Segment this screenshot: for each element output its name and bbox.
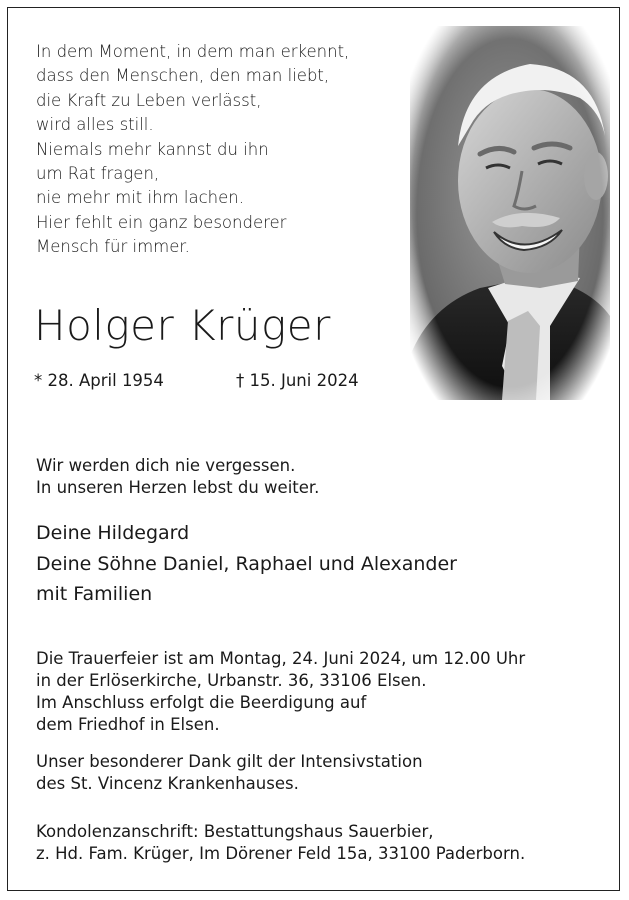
funeral-line: in der Erlöserkirche, Urbanstr. 36, 33106 Elsen. bbox=[36, 671, 427, 690]
poem-line: dass den Menschen, den man liebt, bbox=[36, 66, 330, 86]
poem-line: Hier fehlt ein ganz besonderer bbox=[36, 212, 287, 232]
thanks-line: des St. Vincenz Krankenhauses. bbox=[36, 774, 299, 793]
mourners bbox=[36, 518, 457, 610]
condolence-address bbox=[36, 821, 525, 865]
funeral-info bbox=[36, 648, 525, 736]
birth-date: * 28. April 1954 bbox=[34, 371, 164, 390]
mourner-line: Deine Söhne Daniel, Raphael und Alexander bbox=[36, 552, 457, 575]
portrait-photo bbox=[410, 26, 610, 400]
condolence-line: Kondolenzanschrift: Bestattungshaus Sauerbier, bbox=[36, 822, 434, 841]
mourner-line: mit Familien bbox=[36, 583, 153, 605]
poem-line: die Kraft zu Leben verlässt, bbox=[36, 90, 262, 110]
funeral-line: dem Friedhof in Elsen. bbox=[36, 715, 220, 734]
death-date: † 15. Juni 2024 bbox=[236, 371, 359, 390]
funeral-line: Die Trauerfeier ist am Montag, 24. Juni 2024, um 12.00 Uhr bbox=[36, 649, 526, 668]
condolence-line: z. Hd. Fam. Krüger, Im Dörener Feld 15a, 33100 Paderborn. bbox=[36, 844, 526, 863]
remembrance-line: Wir werden dich nie vergessen. bbox=[36, 456, 296, 475]
poem-line: In dem Moment, in dem man erkennt, bbox=[36, 42, 350, 61]
poem bbox=[36, 40, 416, 260]
poem-line: wird alles still. bbox=[36, 115, 154, 135]
poem-line: Mensch für immer. bbox=[36, 237, 190, 257]
thanks-text bbox=[36, 751, 423, 795]
poem-line: nie mehr mit ihm lachen. bbox=[36, 188, 244, 208]
funeral-line: Im Anschluss erfolgt die Beerdigung auf bbox=[36, 693, 367, 712]
remembrance-text bbox=[36, 455, 319, 499]
thanks-line: Unser besonderer Dank gilt der Intensivstation bbox=[36, 752, 423, 771]
poem-line: um Rat fragen, bbox=[36, 164, 160, 184]
deceased-name: Holger Krüger bbox=[34, 301, 331, 350]
mourner-line: Deine Hildegard bbox=[36, 522, 190, 544]
poem-line: Niemals mehr kannst du ihn bbox=[36, 139, 269, 159]
remembrance-line: In unseren Herzen lebst du weiter. bbox=[36, 478, 320, 497]
